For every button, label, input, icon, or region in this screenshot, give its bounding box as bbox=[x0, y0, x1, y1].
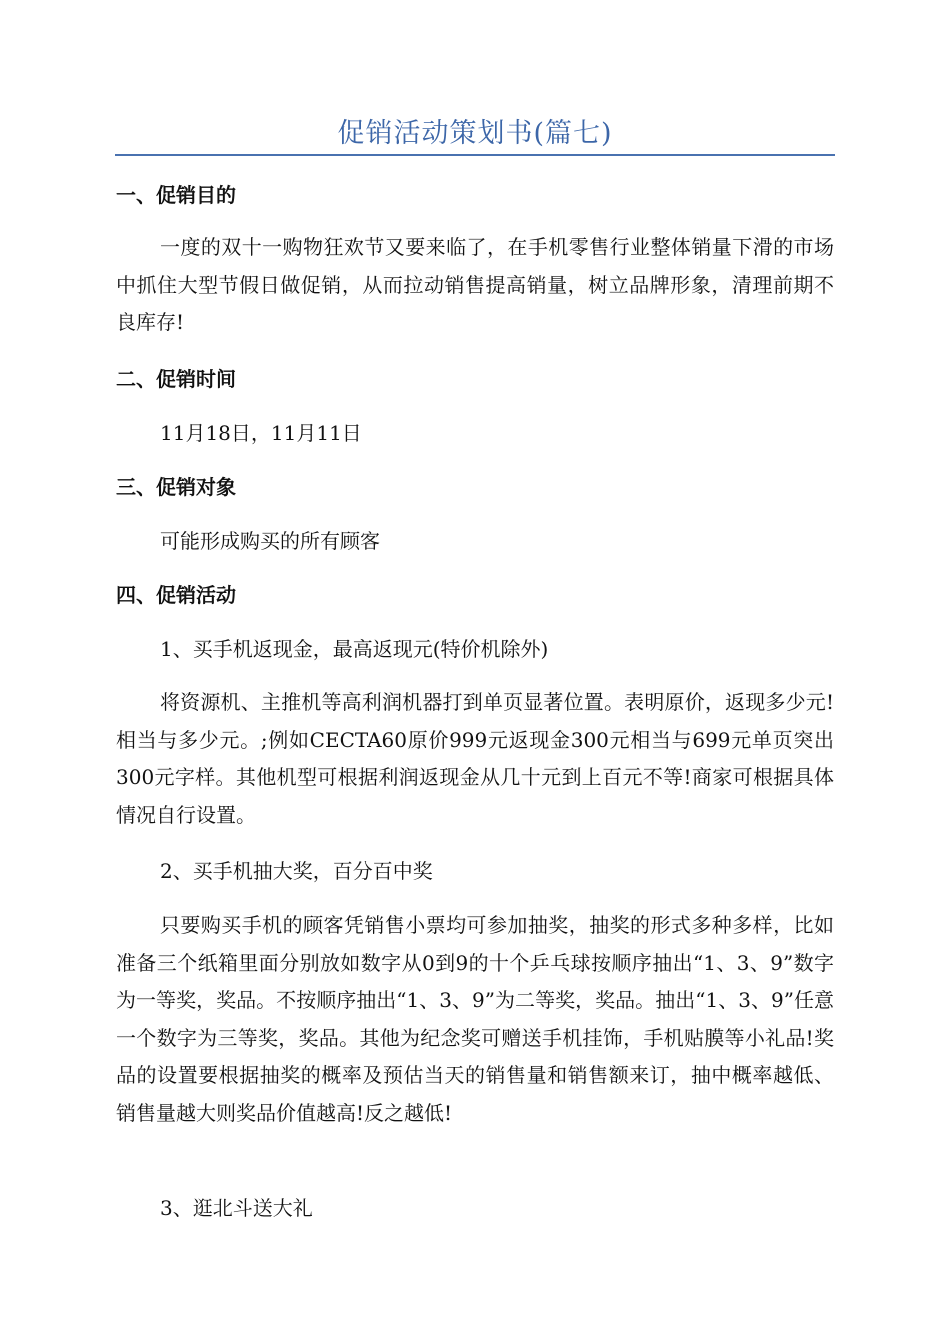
activity-1-title: 1、买手机返现金，最高返现元(特价机除外) bbox=[160, 637, 549, 661]
section-body-time: 11月18日，11月11日 bbox=[160, 421, 362, 445]
section-body-audience: 可能形成购买的所有顾客 bbox=[160, 529, 380, 553]
activity-2-title: 2、买手机抽大奖，百分百中奖 bbox=[160, 859, 433, 883]
activity-3-title: 3、逛北斗送大礼 bbox=[160, 1196, 313, 1220]
section-heading-purpose: 一、促销目的 bbox=[116, 183, 236, 207]
section-heading-audience: 三、促销对象 bbox=[116, 475, 236, 499]
document-title: 促销活动策划书(篇七) bbox=[337, 118, 613, 149]
activity-1-body: 将资源机、主推机等高利润机器打到单页显著位置。表明原价，返现多少元!相当与多少元。;例如CECTA60原价999元返现金300元相当与699元单页突出300元字样。其他机型可根据利润返现金从几十元到上百元不等!商家可根据具体情况自行设置。 bbox=[116, 690, 834, 827]
section-heading-activities: 四、促销活动 bbox=[116, 583, 236, 607]
section-heading-time: 二、促销时间 bbox=[116, 367, 236, 391]
title-divider bbox=[115, 154, 835, 156]
activity-2-body: 只要购买手机的顾客凭销售小票均可参加抽奖，抽奖的形式多种多样，比如准备三个纸箱里面分别放如数字从0到9的十个乒乓球按顺序抽出“1、3、9”数字为一等奖，奖品。不按顺序抽出“1、3、9”为二等奖，奖品。抽出“1、3、9”任意一个数字为三等奖，奖品。其他为纪念奖可赠送手机挂饰，手机贴膜等小礼品!奖品的设置要根据抽奖的概率及预估当天的销售量和销售额来订，抽中概率越低、销售量越大则奖品价值越高!反之越低! bbox=[116, 913, 834, 1125]
section-body-purpose: 一度的双十一购物狂欢节又要来临了，在手机零售行业整体销量下滑的市场中抓住大型节假日做促销，从而拉动销售提高销量，树立品牌形象，清理前期不良库存! bbox=[116, 235, 834, 334]
